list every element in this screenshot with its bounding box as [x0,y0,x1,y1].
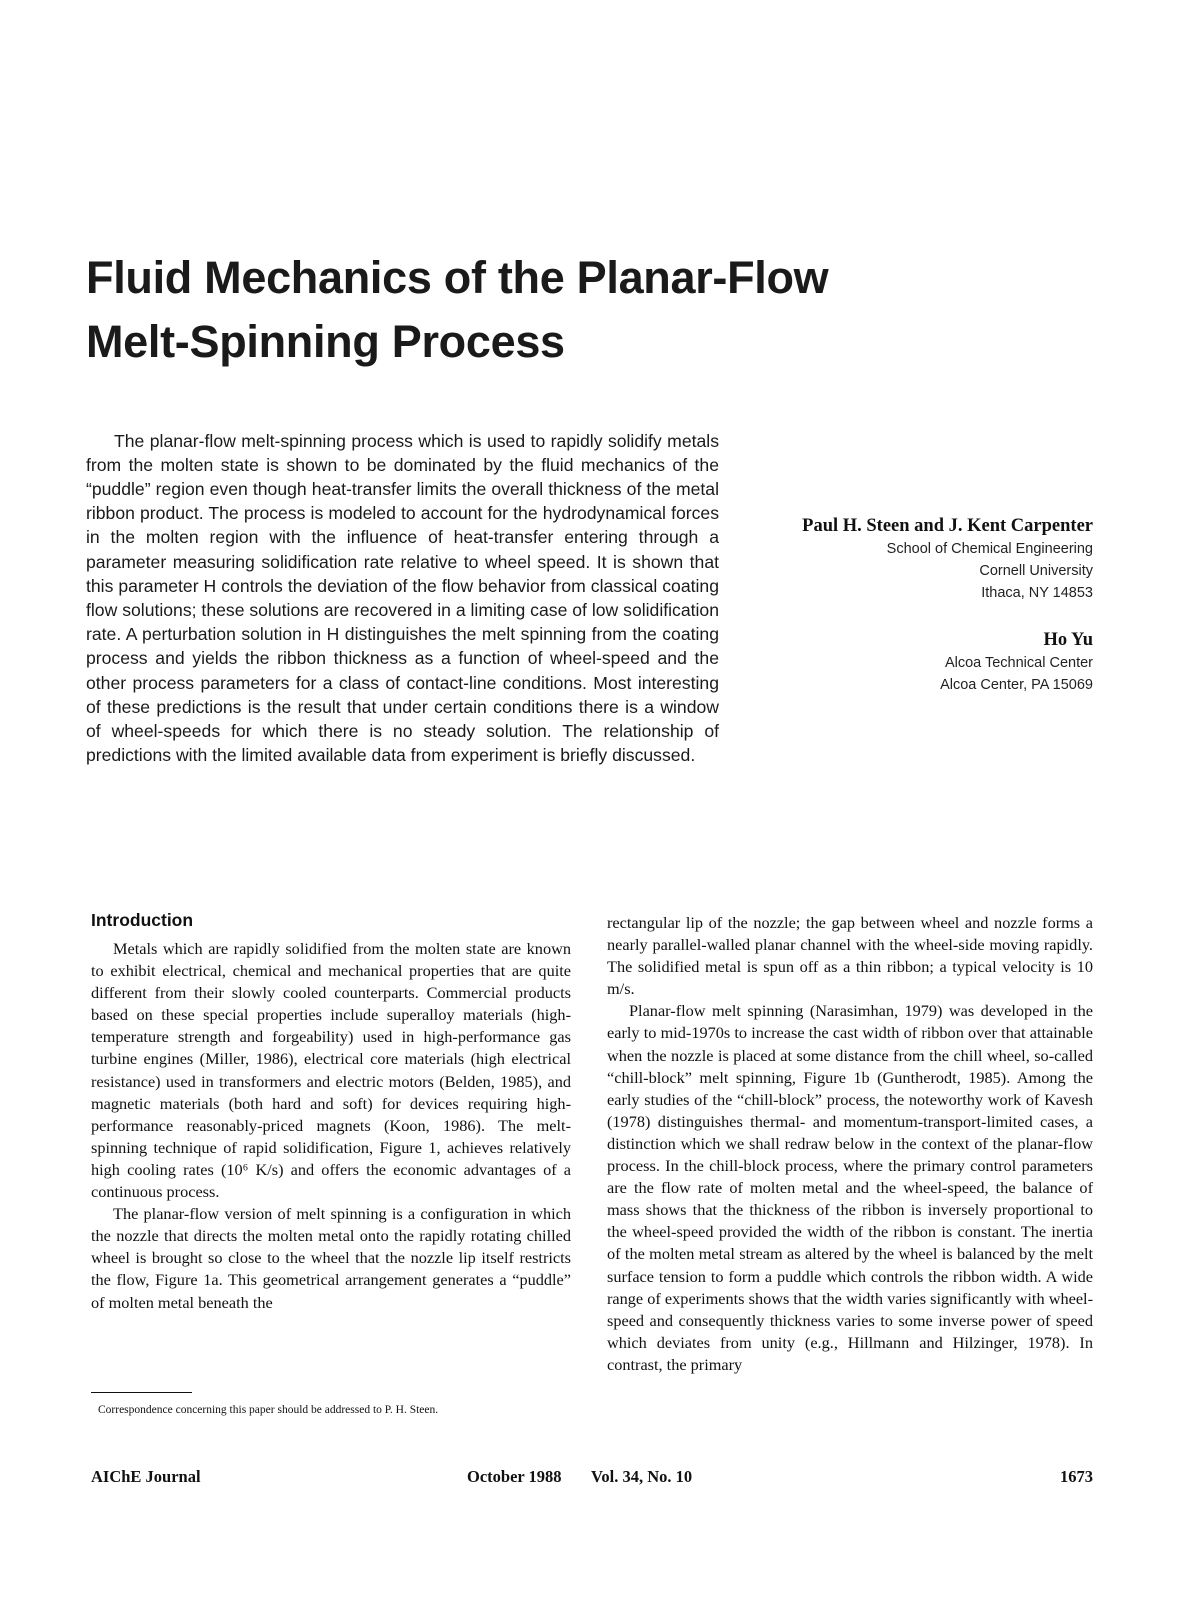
affiliation-line: School of Chemical Engineering [886,541,1093,557]
body-paragraph: Planar-flow melt spinning (Narasimhan, 1979) was developed in the early to mid-1970s to increase the cast width of ribbon over that attainable when the nozzle is placed at some distance from the chill wheel, so-called “chill-block” melt spinning, Figure 1b (Guntherodt, 1985). Among the early studies of the “chill-block” process, the noteworthy work of Kavesh (1978) distinguishes thermal- and momentum-transport-limited cases, a distinction which we shall redraw below in the context of the planar-flow process. In the chill-block process, where the primary control parameters are the flow rate of molten metal and the wheel-speed, the balance of mass shows that the thickness of the ribbon is inversely proportional to the wheel-speed provided the width of the ribbon is constant. The inertia of the molten metal stream as altered by the wheel is balanced by the melt surface tension to form a puddle which controls the ribbon width. A wide range of experiments shows that the width varies significantly with wheel-speed and consequently thickness varies to some inverse power of speed which deviates from unity (e.g., Hillmann and Hilzinger, 1978). In contrast, the primary [607,1001,1093,1374]
abstract: The planar-flow melt-spinning process which is used to rapidly solidify metals from the molten state is shown to be dominated by the fluid mechanics of the “puddle” region even though heat-transfer limits the overall thickness of the metal ribbon product. The process is modeled to account for the hydrodynamical forces in the molten region with the influence of heat-transfer entering through a parameter measuring solidification rate relative to wheel speed. It is shown that this parameter H controls the deviation of the flow behavior from classical coating flow solutions; these solutions are recovered in a limiting case of low solidification rate. A perturbation solution in H distinguishes the melt spinning from the coating process and yields the ribbon thickness as a function of wheel-speed and the other process parameters for a class of contact-line conditions. Most interesting of these predictions is the result that under certain conditions there is a window of wheel-speeds for which there is no steady solution. The relationship of predictions with the limited available data from experiment is briefly discussed. [86,430,719,766]
body-column-left [91,908,571,1314]
affiliation-line: Alcoa Technical Center [944,655,1093,671]
affiliation-line: Alcoa Center, PA 15069 [940,677,1093,693]
body-column-right [607,912,1093,1376]
author-names: Paul H. Steen and J. Kent Carpenter [802,516,1093,536]
section-heading-introduction: Introduction [91,910,194,930]
footnote: Correspondence concerning this paper should be addressed to P. H. Steen. [98,1404,439,1416]
affiliation-line: Cornell University [979,563,1093,579]
body-paragraph: Metals which are rapidly solidified from the molten state are known to exhibit electrical, chemical and mechanical properties that are quite different from their slowly cooled counterparts. Commercial products based on these special properties include superalloy materials (high-temperature strength and forgeability) used in high-performance gas turbine engines (Miller, 1986), electrical core materials (high electrical resistance) used in transformers and electric motors (Belden, 1985), and magnetic materials (both hard and soft) for devices requiring high-performance reasonably-priced magnets (Koon, 1986). The melt-spinning technique of rapid solidification, Figure 1, achieves relatively high cooling rates (10⁶ K/s) and offers the economic advantages of a continuous process. [91,939,571,1202]
author-block [753,514,1093,696]
body-paragraph: rectangular lip of the nozzle; the gap between wheel and nozzle forms a nearly parallel-walled planar channel with the wheel-side moving rapidly. The solidified metal is spun off as a thin ribbon; a typical velocity is 10 m/s. [607,913,1093,999]
author-names: Ho Yu [1043,630,1093,650]
title-line-2: Melt-Spinning Process [86,316,565,367]
footer-journal: AIChE Journal [91,1467,201,1486]
body-paragraph: The planar-flow version of melt spinning is a configuration in which the nozzle that directs the molten metal onto the rapidly rotating chilled wheel is brought so close to the wheel that the nozzle lip itself restricts the flow, Figure 1a. This geometrical arrangement generates a “puddle” of molten metal beneath the [91,1204,571,1312]
paper-title [86,246,986,374]
footer-volume: Vol. 34, No. 10 [591,1467,693,1486]
title-line-1: Fluid Mechanics of the Planar-Flow [86,252,829,303]
affiliation-line: Ithaca, NY 14853 [981,585,1093,601]
author-group-cornell [753,514,1093,604]
page-footer [91,1466,1093,1490]
footer-date: October 1988 [467,1467,562,1486]
author-group-alcoa [753,628,1093,696]
footnote-divider [91,1392,192,1393]
footer-page-number: 1673 [1060,1467,1093,1486]
